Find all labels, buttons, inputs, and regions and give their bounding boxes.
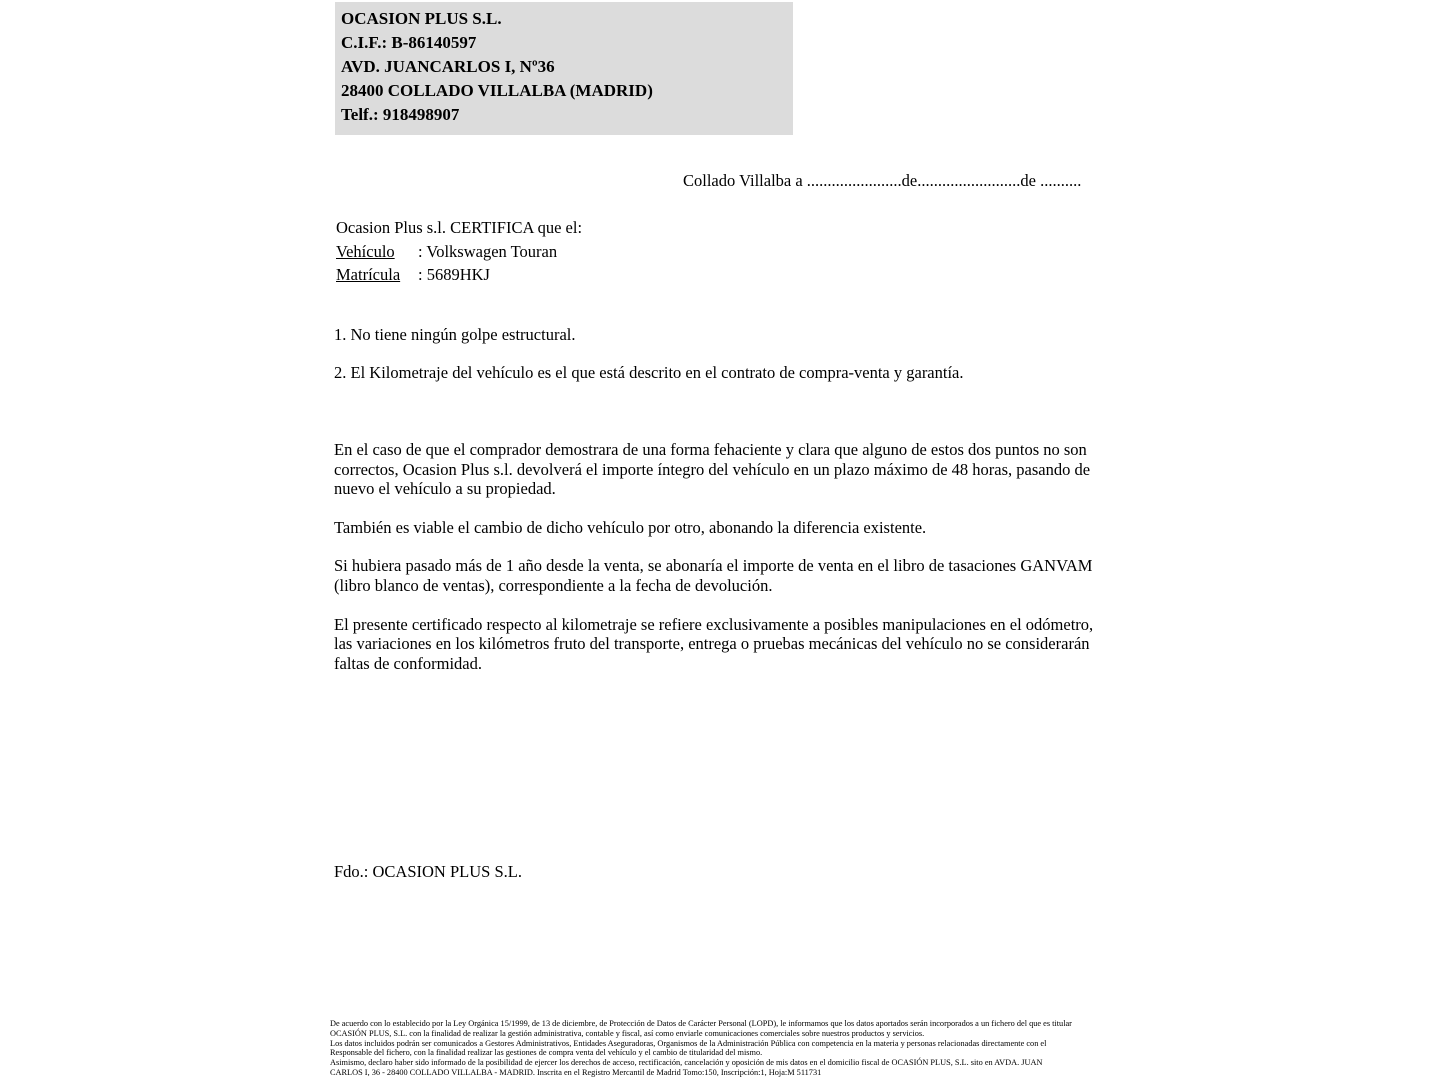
signature-line: Fdo.: OCASION PLUS S.L. xyxy=(334,862,522,881)
vehicle-value: : Volkswagen Touran xyxy=(418,241,558,261)
terms-paragraphs xyxy=(334,440,1096,692)
company-letterhead xyxy=(335,2,793,135)
paragraph-ganvam-valuation: Si hubiera pasado más de 1 año desde la venta, se abonaría el importe de venta en el libro de tasaciones GANVAM (libro blanco de ventas), correspondiente a la fecha de devolución. xyxy=(334,556,1093,595)
company-address-line2: 28400 COLLADO VILLALBA (MADRID) xyxy=(341,81,653,100)
paragraph-exchange-option: También es viable el cambio de dicho vehículo por otro, abonando la diferencia existente. xyxy=(334,517,927,537)
company-name: OCASION PLUS S.L. xyxy=(341,9,502,28)
certification-statement xyxy=(336,216,582,287)
vehicle-label: Vehículo xyxy=(336,241,395,261)
paragraph-odometer-disclaimer: El presente certificado respecto al kilometraje se refiere exclusivamente a posibles manipulaciones en el odómetro, las variaciones en los kilómetros fruto del transporte, entrega o pruebas mecánicas del vehículo no se considerarán faltas de conformidad. xyxy=(334,614,1094,673)
company-address-line1: AVD. JUANCARLOS I, Nº36 xyxy=(341,57,555,76)
plate-label: Matrícula xyxy=(336,265,401,284)
plate-value: : 5689HKJ xyxy=(418,265,490,284)
point-2: 2. El Kilometraje del vehículo es el que está descrito en el contrato de compra-venta y garantía. xyxy=(334,362,964,382)
footer-line-5: Asimismo, declaro haber sido informado de la posibilidad de ejercer los derechos de acceso, rectificación, cancelación y oposición de mis datos en el domicilio fiscal de OCASIÓN PLUS, S.L. sito en AVDA. JUAN xyxy=(330,1058,1043,1068)
vehicle-row xyxy=(336,240,582,264)
footer-line-1: De acuerdo con lo establecido por la Ley Orgánica 15/1999, de 13 de diciembre, de Protección de Datos de Carácter Personal (LOPD), le informamos que los datos aportados serán incorporados a un fichero del que es titular xyxy=(330,1019,1072,1028)
legal-footer xyxy=(330,1019,1110,1078)
certify-intro: Ocasion Plus s.l. CERTIFICA que el: xyxy=(336,218,583,237)
company-cif: C.I.F.: B-86140597 xyxy=(341,33,477,52)
footer-line-6: CARLOS I, 36 - 28400 COLLADO VILLALBA - MADRID. Inscrita en el Registro Mercantil de Madrid Tomo:150, Inscripción:1, Hoja:M 511731 xyxy=(330,1067,822,1077)
point-1: 1. No tiene ningún golpe estructural. xyxy=(334,325,576,344)
footer-line-2: OCASIÓN PLUS, S.L. con la finalidad de realizar la gestión administrativa, contable y fiscal, así como enviarle comunicaciones comerciales sobre nuestros productos y servicios. xyxy=(330,1028,925,1038)
footer-line-3: Los datos incluidos podrán ser comunicados a Gestores Administrativos, Entidades Aseguradoras, Organismos de la Administración Pública con competencia en la materia y personas relacionadas directamente con el xyxy=(330,1038,1047,1048)
plate-row xyxy=(336,263,582,287)
certified-points-list xyxy=(334,325,1099,400)
date-fill-in-line: Collado Villalba a .......................de.........................de .......... xyxy=(683,171,1082,190)
company-phone: Telf.: 918498907 xyxy=(341,105,460,124)
footer-line-4: Responsable del fichero, con la finalidad realizar las gestiones de compra venta del vehículo y el cambio de titularidad del mismo. xyxy=(330,1048,763,1058)
paragraph-refund-terms: En el caso de que el comprador demostrara de una forma fehaciente y clara que alguno de estos dos puntos no son correctos, Ocasion Plus s.l. devolverá el importe íntegro del vehículo en un plazo máximo de 48 horas, pasando de nuevo el vehículo a su propiedad. xyxy=(334,440,1091,499)
